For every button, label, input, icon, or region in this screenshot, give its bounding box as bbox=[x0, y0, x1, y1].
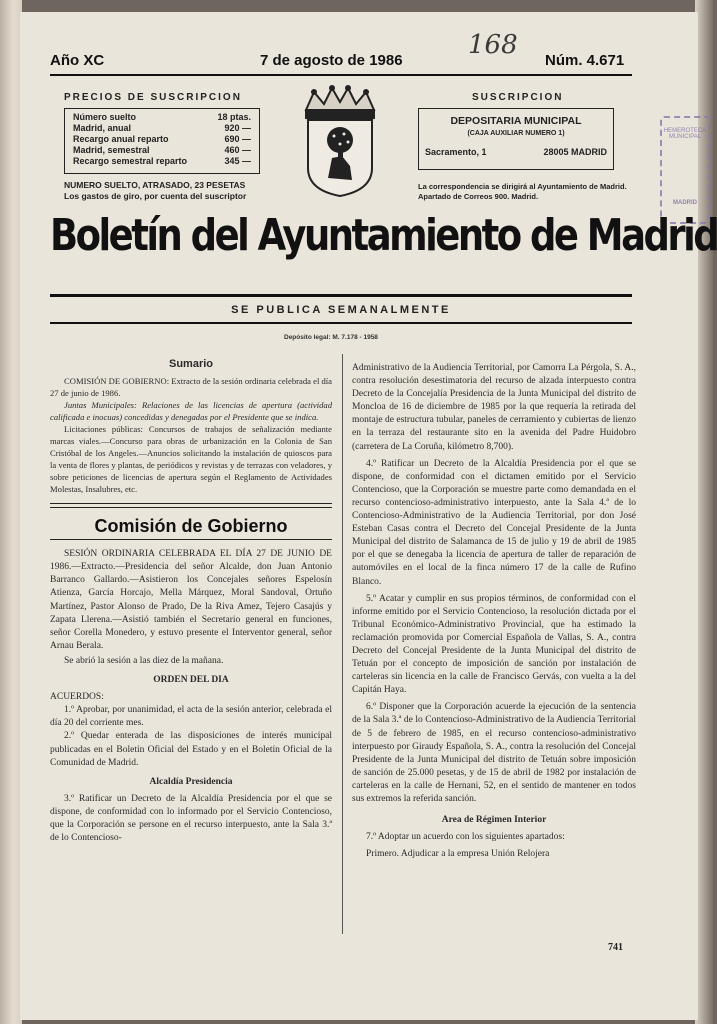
prices-note-2: Los gastos de giro, por cuenta del suscriptor bbox=[64, 191, 247, 201]
summary-item: Juntas Municipales: Relaciones de las licencias de apertura (actividad calificada e inocuas) concedidas y denegadas por el Presidente que se indica. bbox=[50, 400, 332, 423]
right-paragraph: 7.º Adoptar un acuerdo con los siguientes apartados: bbox=[366, 832, 565, 843]
mayoralty-title: Alcaldía Presidencia bbox=[149, 776, 233, 787]
book-spine bbox=[0, 0, 22, 1024]
newspaper-page bbox=[20, 12, 717, 1020]
price-row: Madrid, semestral 460 — bbox=[73, 145, 251, 155]
interior-title: Area de Régimen Interior bbox=[441, 815, 547, 826]
right-column bbox=[352, 362, 636, 861]
section-divider bbox=[50, 503, 332, 508]
masthead-title: Boletín del Ayuntamiento de Madrid bbox=[50, 210, 717, 261]
commission-title: Comisión de Gobierno bbox=[94, 516, 288, 537]
library-stamp: HEMEROTECA MUNICIPAL MADRID bbox=[660, 116, 710, 224]
summary-item: COMISIÓN DE GOBIERNO: Extracto de la sesión ordinaria celebrada el día 27 de junio de 1986. bbox=[50, 376, 332, 399]
masthead-subtitle: SE PUBLICA SEMANALMENTE bbox=[231, 304, 451, 316]
issue-year: Año XC bbox=[50, 52, 105, 69]
right-paragraph: Primero. Adjudicar a la empresa Unión Relojera bbox=[366, 849, 550, 860]
office-sub: (CAJA AUXILIAR NUMERO 1) bbox=[467, 130, 565, 137]
agreement-item: 3.º Ratificar un Decreto de la Alcaldía Presidencia por el que se dispone, de conformidad con lo informado por el Servicio Contencioso, que la Corporación se persone en el recurso interpuesto, ante la Sala 3.ª de lo Contencioso- bbox=[50, 793, 332, 844]
agreement-item: 1.º Aprobar, por unanimidad, el acta de la sesión anterior, celebrada el día 20 del corriente mes. bbox=[50, 705, 332, 729]
issue-date: 7 de agosto de 1986 bbox=[260, 52, 403, 69]
agreement-item: 2.º Quedar enterada de las disposiciones de interés municipal publicadas en el Boletín Oficial del Estado y en el Boletín Oficial de la Comunidad de Madrid. bbox=[50, 731, 332, 768]
prices-note-1: NUMERO SUELTO, ATRASADO, 23 PESETAS bbox=[64, 180, 246, 190]
commission-intro: SESIÓN ORDINARIA CELEBRADA EL DÍA 27 DE JUNIO DE 1986.—Extracto.—Presidencia del señor Alcalde, don Juan Antonio Barranco Gallardo.—Asistieron los Concejales señores Espelosín Atienza, García Horcajo, Mella Márquez, Moral Sandoval, Ortuño Martínez, Pastor Alonso de Prado, De la Riva Amez, Tejero Casajús y Zapata Llerena.—Asistió también el Secretario general en funciones, señor Corella Monedero, y estuvo presente el Interventor general, señor Arnau Berala. bbox=[50, 549, 332, 651]
page-number: 741 bbox=[608, 942, 623, 953]
right-paragraph: 6.º Disponer que la Corporación acuerde la ejecución de la sentencia de la Sala 3.ª de lo Contencioso-Administrativo de la Audiencia Territorial de 5 de febrero de 1985, en el recurso contencioso-administrativo interpuesto por Giraudy Española, S. A., contra la resolución del Concejal Presidente de la Junta Municipal del distrito de Tetuán sobre imposición de sanción de 25.000 pesetas, y de 15 de abril de 1982 por instalación de carteleras en la calle de Hernani, 52, en el sentido de mantener en todos sus extremos la referida sanción. bbox=[352, 702, 636, 804]
right-paragraph: 5.º Acatar y cumplir en sus propios términos, de conformidad con el informe emitido por el Servicio Contencioso, la resolución dictada por el Tribunal Económico-Administrativo Provincial, que ha estimado la reclamación promovida por Comercial Española de Vallas, S. A., contra Decreto del Concejal Presidente de la Junta Municipal del distrito de Tetuán por el concepto de imposición de sanción por instalación de carteleras sin licencia en la calle de Francisco Gervás, con vuelta a la del Capitán Haya. bbox=[352, 593, 636, 696]
commission-opened: Se abrió la sesión a las diez de la mañana. bbox=[64, 655, 224, 666]
office-name: DEPOSITARIA MUNICIPAL bbox=[450, 115, 582, 127]
office-address: Sacramento, 1 28005 MADRID bbox=[425, 147, 607, 157]
right-paragraph: 4.º Ratificar un Decreto de la Alcaldía Presidencia por el que se dispone, de conformidad con el dictamen emitido por el Servicio Contencioso, que la Corporación se muestre parte como demandada en el recurso contencioso-administrativo interpuesto, ante la Sala 4.ª de lo Contencioso-Administrativo de la Audiencia Territorial, por don José Esteban Casas contra el Decreto del Concejal Presidente de la Junta Municipal del distrito de Salamanca de 15 de julio y 19 de abril de 1985 por el que se denegaba la licencia de apertura de taller de reparación de automóviles en el local de la finca número 17 de la calle de Rufino Blanco. bbox=[352, 458, 636, 587]
header-rule bbox=[50, 74, 632, 76]
order-of-day-title: ORDEN DEL DIA bbox=[153, 675, 229, 686]
price-row: Recargo anual reparto 690 — bbox=[73, 134, 251, 144]
subscription-note: La correspondencia se dirigirá al Ayuntamiento de Madrid. Apartado de Correos 900. Madrid. bbox=[418, 182, 627, 201]
subscription-box bbox=[418, 108, 614, 170]
agreements-label: ACUERDOS: bbox=[50, 692, 104, 703]
legal-deposit: Depósito legal: M. 7.178 - 1958 bbox=[284, 334, 378, 341]
handwritten-number: 168 bbox=[468, 30, 518, 60]
summary-title: Sumario bbox=[168, 358, 213, 370]
subscription-title: SUSCRIPCION bbox=[472, 92, 564, 103]
subtitle-rule bbox=[50, 322, 632, 324]
price-row: Madrid, anual 920 — bbox=[73, 123, 251, 133]
commission-rule bbox=[50, 539, 332, 540]
madrid-coat-of-arms bbox=[298, 82, 382, 200]
prices-box bbox=[64, 108, 260, 174]
left-column bbox=[50, 358, 332, 845]
price-row: Número suelto 18 ptas. bbox=[73, 112, 251, 122]
summary-item: Licitaciones públicas: Concursos de trabajos de señalización mediante marcas viales.—Concurso para obras de urbanización en la Colonia de San Cristóbal de los Angeles.—Anuncios solicitando la instalación de quioscos para la venta de flores y plantas, de periódicos y revistas y de terrazas con veladores, y sobre peticiones de licencias de apertura según el Reglamento de Actividades Molestas, Insalubres, etc. bbox=[50, 424, 332, 495]
right-paragraph: Administrativo de la Audiencia Territorial, por Camorra La Pérgola, S. A., contra resolución desestimatoria del recurso de alzada interpuesto contra Decreto de la Concejalía Presidencia de la Junta Municipal del distrito de Moncloa de 16 de diciembre de 1985 por la que requería la retirada del montaje de estructura tubular, paneles de cerramiento y cubiertas de lienzo en la terraza del restaurante sito en la avenida del Padre Huidobro (carretera de La Coruña, kilómetro 8,700). bbox=[352, 363, 636, 452]
column-divider bbox=[342, 354, 343, 934]
issue-number: Núm. 4.671 bbox=[545, 52, 625, 69]
price-row: Recargo semestral reparto 345 — bbox=[73, 156, 251, 166]
prices-title: PRECIOS DE SUSCRIPCION bbox=[64, 92, 242, 103]
masthead-rule bbox=[50, 294, 632, 297]
